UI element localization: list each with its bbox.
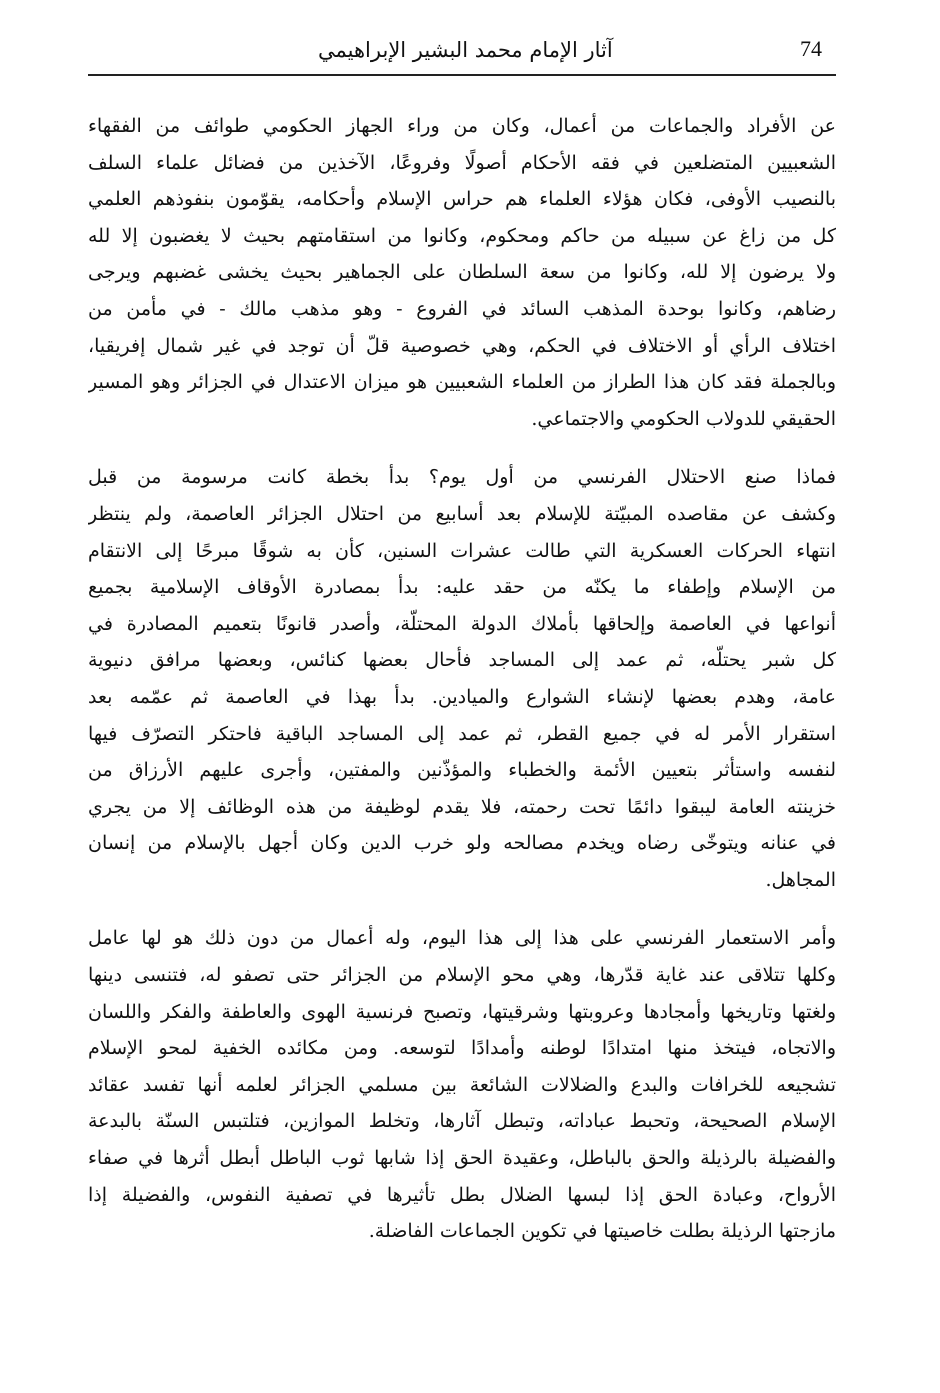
text-line: خزينته العامة ليبقوا دائمًا تحت رحمته، فلا يقدم لوظيفة من هذه الوظائف إلا من يجري xyxy=(88,795,836,818)
page-number: 74 xyxy=(800,36,822,61)
body-text xyxy=(88,108,836,1272)
text-line: والاتجاه، فيتخذ منها امتدادًا لوطنه وأمدادًا لتوسعه. ومن مكائده الخفية لمحو الإسلام xyxy=(88,1037,836,1060)
text-line: الشعبيين المتضلعين في فقه الأحكام أصولًا وفروعًا، الآخذين من فضائل علماء السلف xyxy=(88,151,836,174)
text-line: استقرار الأمر له في جميع القطر، ثم عمد إلى المساجد الباقية فاحتكر التصرّف فيها xyxy=(88,722,836,745)
running-title: آثار الإمام محمد البشير الإبراهيمي xyxy=(318,38,613,62)
text-line: فماذا صنع الاحتلال الفرنسي من أول يوم؟ بدأ بخطة كانت مرسومة من قبل xyxy=(88,466,836,489)
text-line: عن الأفراد والجماعات من أعمال، وكان من وراء الجهاز الحكومي طوائف من الفقهاء xyxy=(88,115,836,137)
text-line: عامة، وهدم بعضها لإنشاء الشوارع والميادين. بدأ بهذا في العاصمة ثم عمّمه بعد xyxy=(88,685,836,708)
text-line: من الإسلام وإطفاء ما يكنّه من حقد عليه: بدأ بمصادرة الأوقاف الإسلامية بجميع xyxy=(88,576,836,599)
paragraph-1 xyxy=(88,108,836,437)
text-line: انتهاء الحركات العسكرية التي طالت عشرات السنين، كأن به شوقًا مبرحًا إلى الانتقام xyxy=(88,539,836,562)
text-line: رضاهم، وكانوا بوحدة المذهب السائد في الفروع - وهو مذهب مالك - في مأمن من xyxy=(88,297,836,320)
paragraph-3 xyxy=(88,920,836,1249)
text-line: وأمر الاستعمار الفرنسي على هذا إلى هذا اليوم، وله أعمال من دون ذلك هو لها عامل xyxy=(88,927,836,950)
paragraph-2 xyxy=(88,459,836,898)
text-line: تشجيعه للخرافات والبدع والضلالات الشائعة بين مسلمي الجزائر لعلمه أنها تفسد عقائد xyxy=(88,1073,836,1096)
text-line: ولا يرضون إلا لله، وكانوا من سعة السلطان على الجماهير بحيث يخشى غضبهم ويرجى xyxy=(88,261,836,284)
text-line: وكلها تتلاقى عند غاية قدّرها، وهي محو الإسلام من الجزائر حتى تصفو له، فتنسى دينها xyxy=(88,964,836,987)
text-line: أنواعها في العاصمة وإلحاقها بأملاك الدولة المحتلّة، وأصدر قانونًا بتعميم المصادرة في xyxy=(88,612,836,635)
text-line: وبالجملة فقد كان هذا الطراز من العلماء الشعبيين هو ميزان الاعتدال في الجزائر وهو المسير xyxy=(88,371,836,394)
page-header xyxy=(88,30,836,76)
text-line: كل من زاغ عن سبيله من حاكم ومحكوم، وكانوا من استقامتهم بحيث لا يغضبون إلا لله xyxy=(88,224,836,247)
text-line: المجاهل. xyxy=(765,868,836,891)
text-line: الإسلام الصحيحة، وتحبط عباداته، وتبطل آثارها، وتخلط الموازين، فتلتبس السنّة بالبدعة xyxy=(88,1110,836,1133)
text-line: مازجتها الرذيلة بطلت خاصيتها في تكوين الجماعات الفاضلة. xyxy=(368,1220,836,1243)
text-line: الحقيقي للدولاب الحكومي والاجتماعي. xyxy=(531,407,836,430)
text-line: كل شبر يحتلّه، ثم عمد إلى المساجد فأحال بعضها كنائس، وبعضها مرافق دنيوية xyxy=(88,649,836,672)
text-line: الأرواح، وعبادة الحق إذا لبسها الضلال بطل تأثيرها في تصفية النفوس، والفضيلة إذا xyxy=(88,1183,836,1206)
text-line: لنفسه واستأثر بتعيين الأئمة والخطباء والمؤذّنين والمفتين، وأجرى عليهم الأرزاق من xyxy=(88,759,836,782)
text-line: والفضيلة بالرذيلة والحق بالباطل، وعقيدة الحق إذا شابها ثوب الباطل أبطل أثرها في صفاء xyxy=(88,1147,836,1170)
text-line: اختلاف الرأي أو الاختلاف في الحكم، وهي خصوصية قلّ أن توجد في غير شمال إفريقيا، xyxy=(88,334,836,357)
text-line: في عنانه ويتوخّى رضاه ويخدم مصالحه ولو خرب الدين وكان أجهل بالإسلام من إنسان xyxy=(88,832,836,855)
text-line: وكشف عن مقاصده المبيّتة للإسلام بعد أسابيع من احتلال الجزائر العاصمة، ولم ينتظر xyxy=(88,502,836,525)
text-line: بالنصيب الأوفى، فكان هؤلاء العلماء هم حراس الإسلام وأحكامه، يقوّمون بنفوذهم العلمي xyxy=(88,188,836,211)
text-line: ولغتها وتاريخها وأمجادها وعروبتها وشرقيتها، وتصبح فرنسية الهوى والعاطفة والفكر واللسان xyxy=(88,1000,836,1023)
